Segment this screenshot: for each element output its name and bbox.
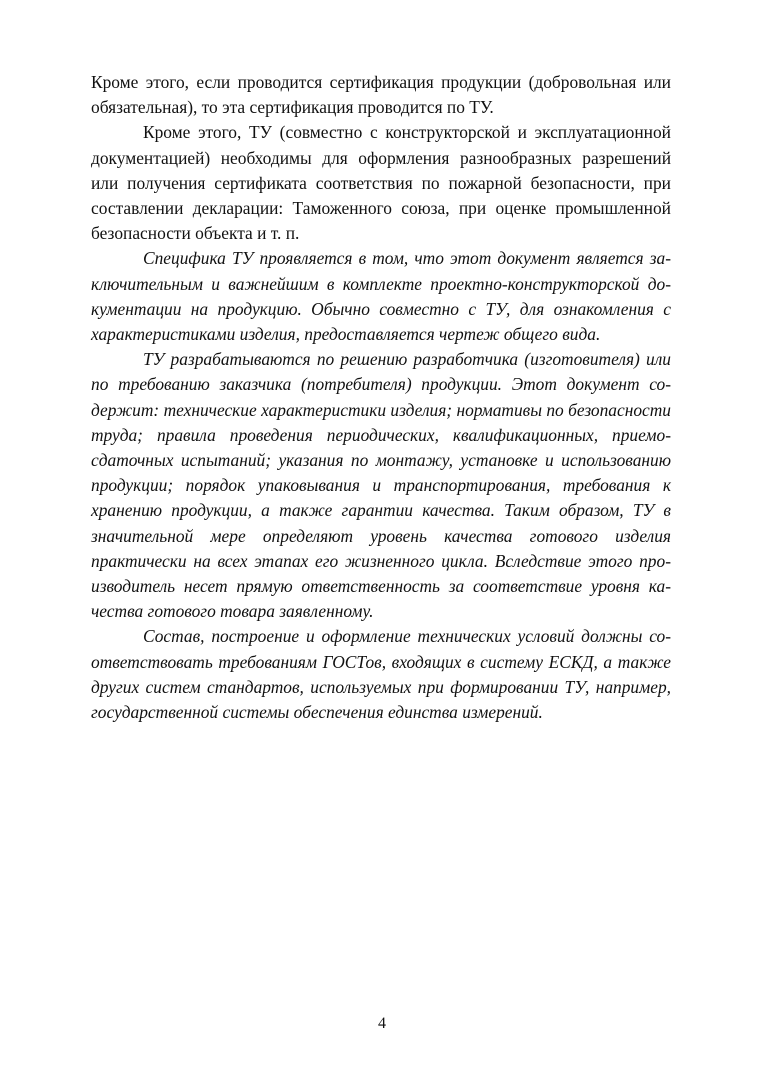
body-text: [91, 70, 671, 725]
paragraph-documentation: Кроме этого, ТУ (совместно с конструкторской и эксплуатационной документацией) необходимы для оформления разнообразных разрешений или получения сертификата соответствия по пожарной безопасности, при составлении декларации: Таможенного союза, при оценке промышленной безопасности объекта и т. п.: [91, 122, 671, 244]
page-number: 4: [378, 1015, 386, 1032]
paragraph-composition: Состав, построение и оформление технических условий должны соответствовать требованиям ГОСТов, входящих в систему ЕСКД, а также других систем стандартов, используемых при формировании ТУ, например, государственной системы обеспечения единства измерений.: [91, 626, 671, 723]
paragraph-development: ТУ разрабатываются по решению разработчика (изготовителя) или по требованию заказчика (потребителя) продукции. Этот документ содержит: технические характеристики изделия; нормативы по безопасности труда; правила проведения периодических, квалификационных, приемо-сдаточных испытаний; указания по монтажу, установке и использованию продукции; порядок упаковывания и транспортирования, требования к хранению продукции, а также гарантии качества. Таким образом, ТУ в значительной мере определяют уровень качества готового изделия практически на всех этапах его жизненного цикла. Вследствие этого производитель несет прямую ответственность за соответствие уровня качества готового товара заявленному.: [91, 349, 671, 622]
paragraph-certification: Кроме этого, если проводится сертификация продукции (добровольная или обязательная), то эта сертификация проводится по ТУ.: [91, 72, 671, 118]
paragraph-specifics: Специфика ТУ проявляется в том, что этот документ является заключительным и важнейшим в комплекте проектно-конструкторской документации на продукцию. Обычно совместно с ТУ, для ознакомления с характеристиками изделия, предоставляется чертеж общего вида.: [91, 248, 671, 345]
